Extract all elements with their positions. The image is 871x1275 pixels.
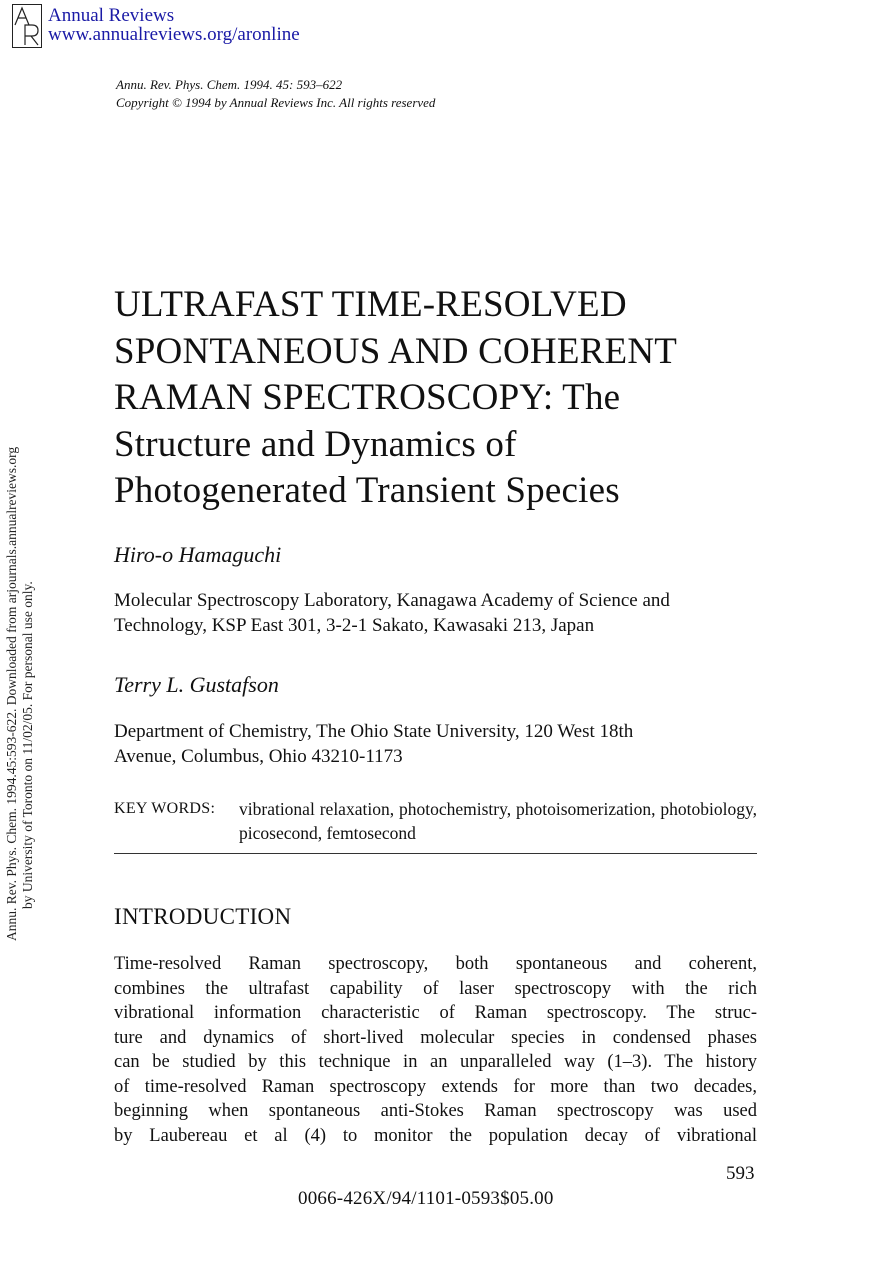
paragraph-line: can be studied by this technique in an unparalleled way (1–3). The history	[114, 1052, 757, 1072]
annual-reviews-links	[48, 4, 300, 44]
author-name: Hiro-o Hamaguchi	[114, 542, 282, 567]
affiliation-line: Technology, KSP East 301, 3-2-1 Sakato, Kawasaki 213, Japan	[114, 615, 595, 636]
paragraph-line: by Laubereau et al (4) to monitor the population decay of vibrational	[114, 1125, 757, 1146]
paragraph-line: beginning when spontaneous anti-Stokes Raman spectroscopy was used	[114, 1101, 757, 1121]
aronline-url-link[interactable]: www.annualreviews.org/aronline	[48, 24, 300, 45]
download-side-banner	[4, 321, 36, 941]
paragraph-line: Time-resolved Raman spectroscopy, both spontaneous and coherent,	[114, 954, 757, 974]
document-code: 0066-426X/94/1101-0593$05.00	[298, 1188, 554, 1209]
keywords-block	[114, 797, 757, 845]
section-divider	[114, 853, 757, 854]
annual-reviews-logo-icon	[12, 4, 42, 48]
title-line: ULTRAFAST TIME-RESOLVED	[114, 284, 627, 325]
article-title	[114, 282, 774, 515]
paragraph-line: vibrational information characteristic of Raman spectroscopy. The struc-	[114, 1003, 757, 1023]
page-number: 593	[726, 1163, 755, 1184]
introduction-paragraph	[114, 952, 757, 1148]
author-affiliation	[114, 719, 764, 769]
journal-citation: Annu. Rev. Phys. Chem. 1994. 45: 593–622	[116, 77, 343, 92]
annual-reviews-header	[12, 4, 300, 48]
side-banner-line-2: by University of Toronto on 11/02/05. For personal use only.	[20, 581, 35, 909]
title-line: SPONTANEOUS AND COHERENT	[114, 330, 678, 372]
author-name: Terry L. Gustafson	[114, 672, 279, 697]
publisher-link[interactable]: Annual Reviews	[48, 5, 175, 26]
paragraph-line: ture and dynamics of short-lived molecular species in condensed phases	[114, 1027, 757, 1048]
title-line: RAMAN SPECTROSCOPY: The	[114, 377, 621, 418]
paragraph-line: combines the ultrafast capability of laser spectroscopy with the rich	[114, 978, 757, 999]
paragraph-line: of time-resolved Raman spectroscopy extends for more than two decades,	[114, 1076, 757, 1097]
keywords-label: KEY WORDS:	[114, 800, 216, 817]
title-line: Structure and Dynamics of	[114, 423, 517, 465]
citation-block	[116, 76, 435, 112]
section-heading: INTRODUCTION	[114, 904, 292, 929]
affiliation-line: Department of Chemistry, The Ohio State University, 120 West 18th	[114, 721, 634, 742]
copyright-notice: Copyright © 1994 by Annual Reviews Inc. All rights reserved	[116, 95, 436, 110]
title-line: Photogenerated Transient Species	[114, 470, 620, 511]
keywords-list: vibrational relaxation, photochemistry, photoisomerization, photobiology, picosecond, femtosecond	[239, 799, 757, 843]
side-banner-line-1: Annu. Rev. Phys. Chem. 1994.45:593-622. Downloaded from arjournals.annualreviews.org	[4, 446, 19, 941]
affiliation-line: Avenue, Columbus, Ohio 43210-1173	[114, 746, 403, 767]
affiliation-line: Molecular Spectroscopy Laboratory, Kanagawa Academy of Science and	[114, 590, 670, 611]
author-affiliation	[114, 588, 764, 638]
